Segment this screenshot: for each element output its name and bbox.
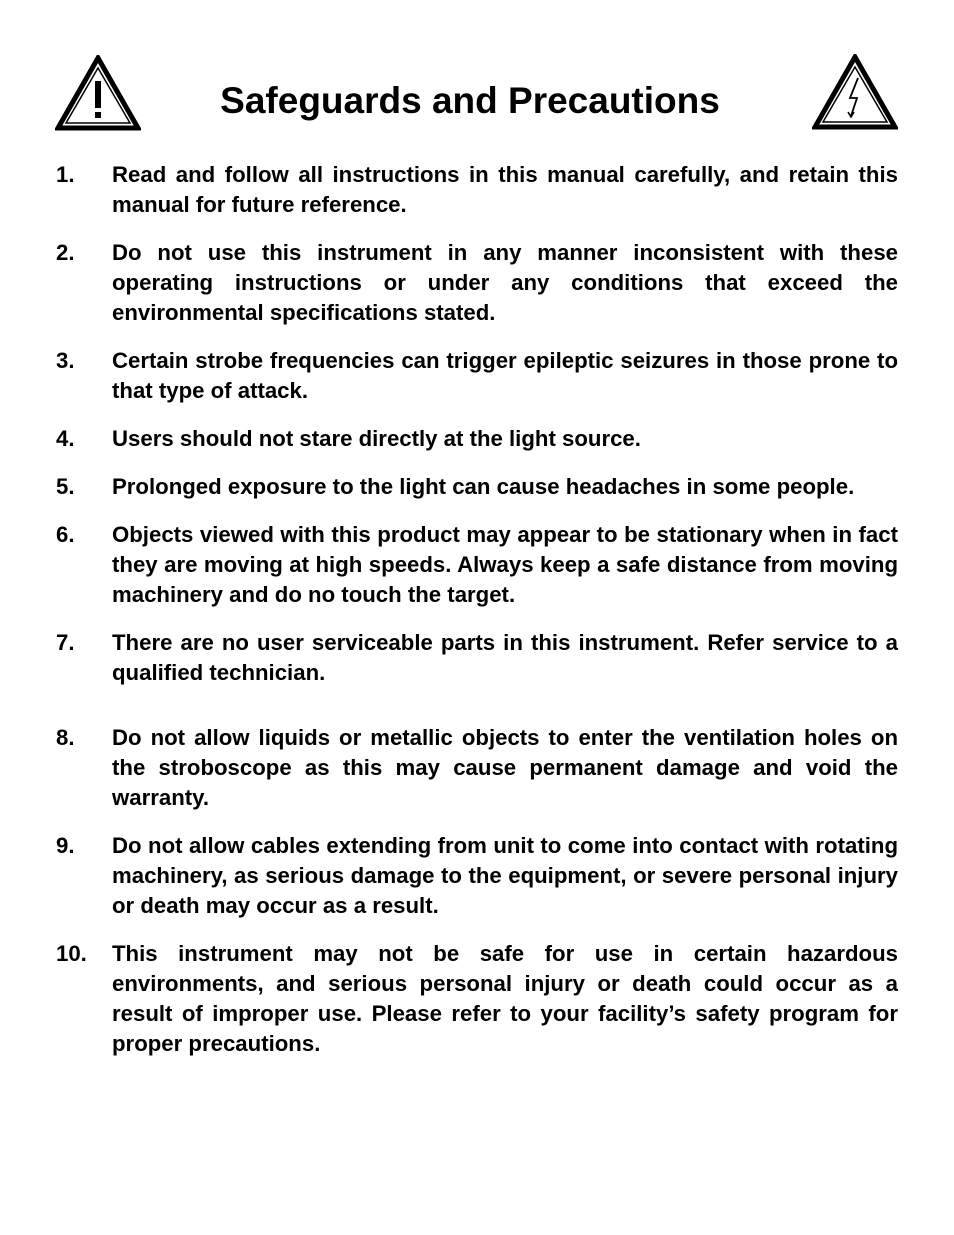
list-item xyxy=(56,520,898,610)
list-item xyxy=(56,160,898,220)
item-text: Read and follow all instructions in this manual carefully, and retain this manual for future reference. xyxy=(112,162,898,217)
warning-exclamation-icon xyxy=(55,55,141,131)
list-item xyxy=(56,939,898,1059)
list-item xyxy=(56,346,898,406)
item-text: This instrument may not be safe for use in certain hazardous environments, and serious personal injury or death could occur as a result of improper use. Please refer to your facility’s safety program for proper precautions. xyxy=(112,941,898,1056)
precautions-list xyxy=(56,160,898,1077)
list-item xyxy=(56,723,898,813)
item-text: There are no user serviceable parts in this instrument. Refer service to a qualified technician. xyxy=(112,630,898,685)
item-text: Users should not stare directly at the light source. xyxy=(112,426,641,451)
item-text: Do not use this instrument in any manner inconsistent with these operating instructions or under any conditions that exceed the environmental specifications stated. xyxy=(112,240,898,325)
page-title: Safeguards and Precautions xyxy=(220,80,720,121)
item-text: Certain strobe frequencies can trigger epileptic seizures in those prone to that type of attack. xyxy=(112,348,898,403)
list-item xyxy=(56,238,898,328)
page-header xyxy=(0,0,954,150)
item-text: Prolonged exposure to the light can cause headaches in some people. xyxy=(112,474,855,499)
item-number: 8. xyxy=(56,725,75,750)
list-item xyxy=(56,628,898,688)
item-number: 2. xyxy=(56,240,75,265)
item-text: Do not allow cables extending from unit to come into contact with rotating machinery, as serious damage to the equipment, or severe personal injury or death may occur as a result. xyxy=(112,833,898,918)
item-text: Objects viewed with this product may appear to be stationary when in fact they are moving at high speeds. Always keep a safe distance from moving machinery and do no touch the target. xyxy=(112,522,898,607)
item-number: 1. xyxy=(56,162,75,187)
item-number: 9. xyxy=(56,833,75,858)
item-number: 4. xyxy=(56,426,75,451)
item-text: Do not allow liquids or metallic objects to enter the ventilation holes on the stroboscope as this may cause permanent damage and void the warranty. xyxy=(112,725,898,810)
item-number: 7. xyxy=(56,630,75,655)
list-item xyxy=(56,424,898,454)
list-item xyxy=(56,831,898,921)
item-number: 6. xyxy=(56,522,75,547)
item-number: 5. xyxy=(56,474,75,499)
electric-shock-icon xyxy=(812,54,898,130)
item-number: 10. xyxy=(56,941,87,966)
list-item xyxy=(56,472,898,502)
item-number: 3. xyxy=(56,348,75,373)
